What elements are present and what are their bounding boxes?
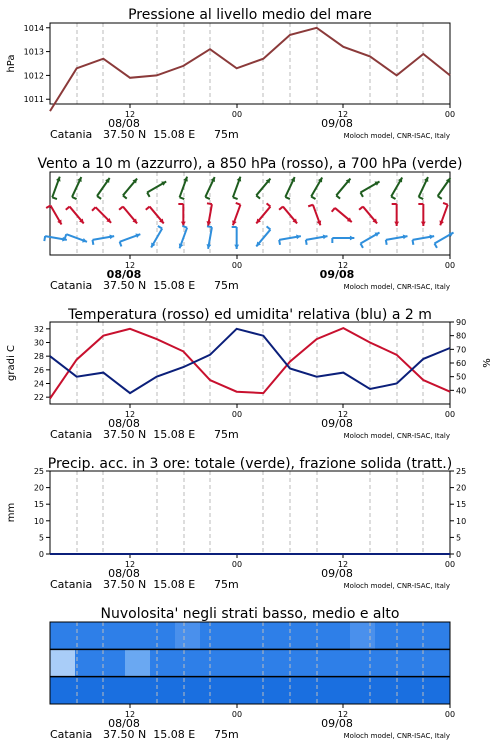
- y-tick-label: 5: [38, 533, 44, 543]
- cloud-cell: [275, 622, 301, 649]
- cloud-cell: [100, 622, 126, 649]
- date-label: 09/08: [321, 417, 353, 430]
- arrow-barb: [119, 207, 123, 210]
- arrow-barb: [66, 207, 70, 210]
- wind-850-arrow: [92, 207, 111, 223]
- cloud-cell: [425, 622, 451, 649]
- arrow-barb: [146, 207, 150, 210]
- x-tick-label: 12: [124, 110, 136, 119]
- y2-tick-label: 90: [456, 318, 467, 327]
- arrow-barb: [306, 240, 307, 245]
- y2-tick-label: 40: [456, 386, 467, 396]
- arrow-barb: [434, 244, 437, 248]
- cloud-cell: [125, 622, 151, 649]
- x-tick-label: 12: [124, 261, 136, 270]
- wind-700-arrow: [123, 179, 137, 199]
- y-axis-label: mm: [6, 502, 17, 523]
- y-tick-label: 32: [33, 324, 44, 334]
- x-tick-label: 00: [231, 410, 243, 419]
- wind-10m-arrow: [232, 227, 239, 249]
- cloud-cell: [275, 649, 301, 676]
- arrow-barb: [207, 203, 212, 204]
- location-city: Catania: [50, 578, 93, 591]
- arrow-barb: [279, 207, 283, 210]
- arrow-barb: [267, 203, 271, 206]
- model-credit: Moloch model, CNR-ISAC, Italy: [343, 132, 450, 140]
- arrow-barb: [438, 196, 442, 199]
- y2-tick-label: 60: [456, 359, 467, 368]
- wind-10m-arrow: [120, 233, 141, 246]
- wind-850-arrow: [308, 205, 321, 226]
- cloud-cell: [350, 677, 376, 704]
- arrow-barb: [279, 240, 280, 245]
- arrow-barb: [332, 208, 335, 212]
- y-tick-label: 26: [33, 365, 44, 375]
- arrow-barb: [97, 196, 101, 199]
- x-tick-label: 00: [231, 560, 243, 569]
- cloud-cell: [200, 622, 226, 649]
- date-label: 08/08: [108, 567, 140, 580]
- location-city: Catania: [50, 128, 93, 141]
- y2-tick-label: 25: [456, 467, 467, 476]
- y-tick-label: 24: [33, 379, 44, 389]
- location-city: Catania: [50, 728, 93, 741]
- arrow-barb: [285, 197, 290, 199]
- date-label: 09/08: [319, 268, 355, 281]
- chart-title: Precip. acc. in 3 ore: totale (verde), frazione solida (tratt.): [47, 456, 453, 472]
- arrow-barb: [413, 240, 414, 245]
- x-tick-label: 00: [231, 110, 243, 119]
- y-axis-label: gradi C: [6, 345, 17, 381]
- x-tick-label: 00: [231, 710, 243, 719]
- arrow-head: [350, 236, 354, 241]
- x-tick-label: 00: [444, 410, 456, 419]
- x-tick-label: 12: [124, 410, 136, 419]
- cloud-cell: [325, 622, 351, 649]
- temperature-line: [50, 328, 450, 398]
- date-label: 08/08: [108, 417, 140, 430]
- wind-850-arrow: [332, 208, 352, 222]
- arrow-head: [421, 222, 426, 226]
- wind-850-arrow: [146, 207, 164, 224]
- y-axis-label: hPa: [6, 54, 17, 73]
- cloud-cell: [325, 649, 351, 676]
- arrow-barb: [44, 236, 45, 241]
- arrow-barb: [256, 195, 260, 198]
- cloud-cell: [100, 649, 126, 676]
- arrow-barb: [147, 193, 150, 197]
- wind-850-arrow: [359, 207, 377, 224]
- date-label: 08/08: [108, 117, 140, 130]
- y2-tick-label: 70: [456, 345, 467, 355]
- y-tick-label: 30: [33, 338, 44, 348]
- x-tick-label: 12: [124, 560, 136, 569]
- arrow-barb: [419, 197, 424, 199]
- date-label: 08/08: [108, 717, 140, 730]
- model-credit: Moloch model, CNR-ISAC, Italy: [343, 432, 450, 440]
- wind-700-arrow: [336, 179, 350, 199]
- x-tick-label: 12: [124, 710, 136, 719]
- wind-850-arrow: [439, 203, 447, 225]
- y2-tick-label: 80: [456, 331, 467, 341]
- cloud-cell: [75, 677, 101, 704]
- wind-850-arrow: [178, 204, 185, 226]
- wind-850-arrow: [279, 207, 297, 224]
- wind-850-arrow: [418, 204, 425, 226]
- cloud-cell: [125, 649, 151, 676]
- wind-850-arrow: [232, 203, 240, 225]
- cloud-cell: [225, 677, 251, 704]
- arrow-barb: [233, 197, 238, 199]
- y-tick-label: 20: [33, 483, 44, 493]
- cloud-cell: [50, 649, 76, 676]
- cloud-cell: [350, 649, 376, 676]
- y-tick-label: 0: [38, 550, 44, 559]
- cloud-cell: [400, 649, 426, 676]
- y2-tick-label: 0: [456, 550, 462, 559]
- cloud-cell: [300, 622, 326, 649]
- arrow-barb: [386, 240, 387, 245]
- pressure-line: [50, 28, 450, 111]
- arrow-barb: [360, 244, 363, 248]
- wind-10m-arrow: [434, 233, 453, 248]
- wind-10m-arrow: [332, 236, 354, 243]
- cloud-cell: [100, 677, 126, 704]
- cloud-cell: [425, 649, 451, 676]
- y-tick-label: 22: [33, 393, 44, 403]
- humidity-line: [50, 329, 450, 393]
- cloud-cell: [150, 677, 176, 704]
- cloud-cell: [400, 677, 426, 704]
- arrow-barb: [359, 207, 363, 210]
- x-tick-label: 12: [337, 410, 349, 419]
- location-coords: 37.50 N 15.08 E: [103, 128, 196, 141]
- location-elevation: 75m: [214, 279, 239, 292]
- cloud-cell: [400, 622, 426, 649]
- x-tick-label: 00: [444, 710, 456, 719]
- arrow-barb: [158, 226, 162, 229]
- chart-title: Pressione al livello medio del mare: [128, 7, 372, 23]
- wind-700-arrow: [52, 177, 60, 199]
- y-tick-label: 10: [33, 516, 44, 526]
- cloud-cell: [75, 649, 101, 676]
- location-elevation: 75m: [214, 128, 239, 141]
- arrow-barb: [443, 203, 448, 205]
- plot-frame: [50, 172, 450, 255]
- arrow-barb: [65, 234, 67, 239]
- arrow-barb: [267, 226, 271, 229]
- y-tick-label: 1011: [23, 95, 44, 105]
- x-tick-label: 00: [444, 110, 456, 119]
- wind-700-arrow: [233, 177, 241, 199]
- arrow-head: [234, 245, 239, 249]
- x-tick-label: 12: [337, 560, 349, 569]
- wind-10m-arrow: [179, 226, 187, 248]
- x-tick-label: 00: [444, 560, 456, 569]
- wind-850-arrow: [392, 204, 399, 226]
- location-elevation: 75m: [214, 728, 239, 741]
- arrow-barb: [123, 195, 127, 198]
- x-tick-label: 12: [337, 710, 349, 719]
- y-tick-label: 25: [33, 467, 44, 476]
- arrow-barb: [205, 197, 210, 199]
- cloud-cell: [150, 622, 176, 649]
- arrow-barb: [93, 240, 94, 245]
- model-credit: Moloch model, CNR-ISAC, Italy: [343, 582, 450, 590]
- arrow-barb: [52, 197, 57, 199]
- location-city: Catania: [50, 428, 93, 441]
- wind-850-arrow: [46, 205, 61, 224]
- cloud-cell: [225, 649, 251, 676]
- arrow-barb: [391, 197, 395, 200]
- arrow-barb: [236, 203, 241, 205]
- date-label: 09/08: [321, 567, 353, 580]
- cloud-cell: [300, 649, 326, 676]
- y-tick-label: 15: [33, 500, 44, 510]
- chart-title: Nuvolosita' negli strati basso, medio e alto: [100, 606, 400, 622]
- y-tick-label: 1012: [23, 71, 44, 81]
- y2-tick-label: 15: [456, 500, 467, 510]
- wind-10m-arrow: [206, 226, 211, 249]
- arrow-barb: [207, 226, 212, 227]
- x-tick-label: 12: [337, 261, 349, 270]
- y2-tick-label: 20: [456, 483, 467, 493]
- location-coords: 37.50 N 15.08 E: [103, 279, 196, 292]
- y-tick-label: 28: [33, 352, 44, 362]
- wind-850-arrow: [119, 207, 137, 224]
- cloud-cell: [150, 649, 176, 676]
- arrow-barb: [72, 197, 77, 199]
- cloud-cell: [350, 622, 376, 649]
- y2-tick-label: 10: [456, 516, 467, 526]
- cloud-cell: [325, 677, 351, 704]
- location-coords: 37.50 N 15.08 E: [103, 728, 196, 741]
- y2-tick-label: 5: [456, 533, 462, 543]
- arrow-barb: [92, 207, 96, 211]
- x-tick-label: 00: [231, 261, 243, 270]
- wind-850-arrow: [256, 203, 270, 223]
- cloud-cell: [125, 677, 151, 704]
- cloud-cell: [175, 677, 201, 704]
- cloud-cell: [300, 677, 326, 704]
- cloud-cell: [275, 677, 301, 704]
- location-coords: 37.50 N 15.08 E: [103, 578, 196, 591]
- cloud-cell: [175, 622, 201, 649]
- location-coords: 37.50 N 15.08 E: [103, 428, 196, 441]
- wind-10m-arrow: [65, 234, 87, 242]
- wind-700-arrow: [438, 178, 451, 199]
- model-credit: Moloch model, CNR-ISAC, Italy: [343, 283, 450, 291]
- arrow-head: [394, 222, 399, 226]
- y-tick-label: 1013: [23, 47, 44, 57]
- date-label: 09/08: [321, 117, 353, 130]
- plot-frame: [50, 471, 450, 554]
- cloud-cell: [175, 649, 201, 676]
- location-elevation: 75m: [214, 428, 239, 441]
- cloud-cell: [50, 622, 76, 649]
- wind-850-arrow: [206, 203, 211, 226]
- arrow-barb: [311, 197, 315, 200]
- y2-tick-label: 50: [456, 372, 467, 382]
- arrow-barb: [182, 226, 187, 228]
- cloud-cell: [50, 677, 76, 704]
- cloud-cell: [200, 649, 226, 676]
- location-elevation: 75m: [214, 578, 239, 591]
- wind-10m-arrow: [44, 236, 67, 241]
- wind-850-arrow: [66, 207, 84, 224]
- x-tick-label: 12: [337, 110, 349, 119]
- chart-title: Temperatura (rosso) ed umidita' relativa (blu) a 2 m: [68, 307, 432, 323]
- x-tick-label: 00: [444, 261, 456, 270]
- date-label: 09/08: [321, 717, 353, 730]
- arrow-barb: [360, 193, 363, 197]
- model-credit: Moloch model, CNR-ISAC, Italy: [343, 732, 450, 740]
- location-city: Catania: [50, 279, 93, 292]
- cloud-cell: [75, 622, 101, 649]
- cloud-cell: [425, 677, 451, 704]
- chart-title: Vento a 10 m (azzurro), a 850 hPa (rosso), a 700 hPa (verde): [37, 156, 463, 172]
- cloud-cell: [200, 677, 226, 704]
- y2-axis-label: %: [482, 358, 493, 368]
- y-tick-label: 1014: [23, 23, 44, 33]
- arrow-barb: [180, 197, 185, 199]
- cloud-cell: [225, 622, 251, 649]
- arrow-barb: [308, 205, 313, 207]
- date-label: 08/08: [106, 268, 142, 281]
- arrow-barb: [120, 242, 122, 247]
- arrow-barb: [336, 195, 340, 198]
